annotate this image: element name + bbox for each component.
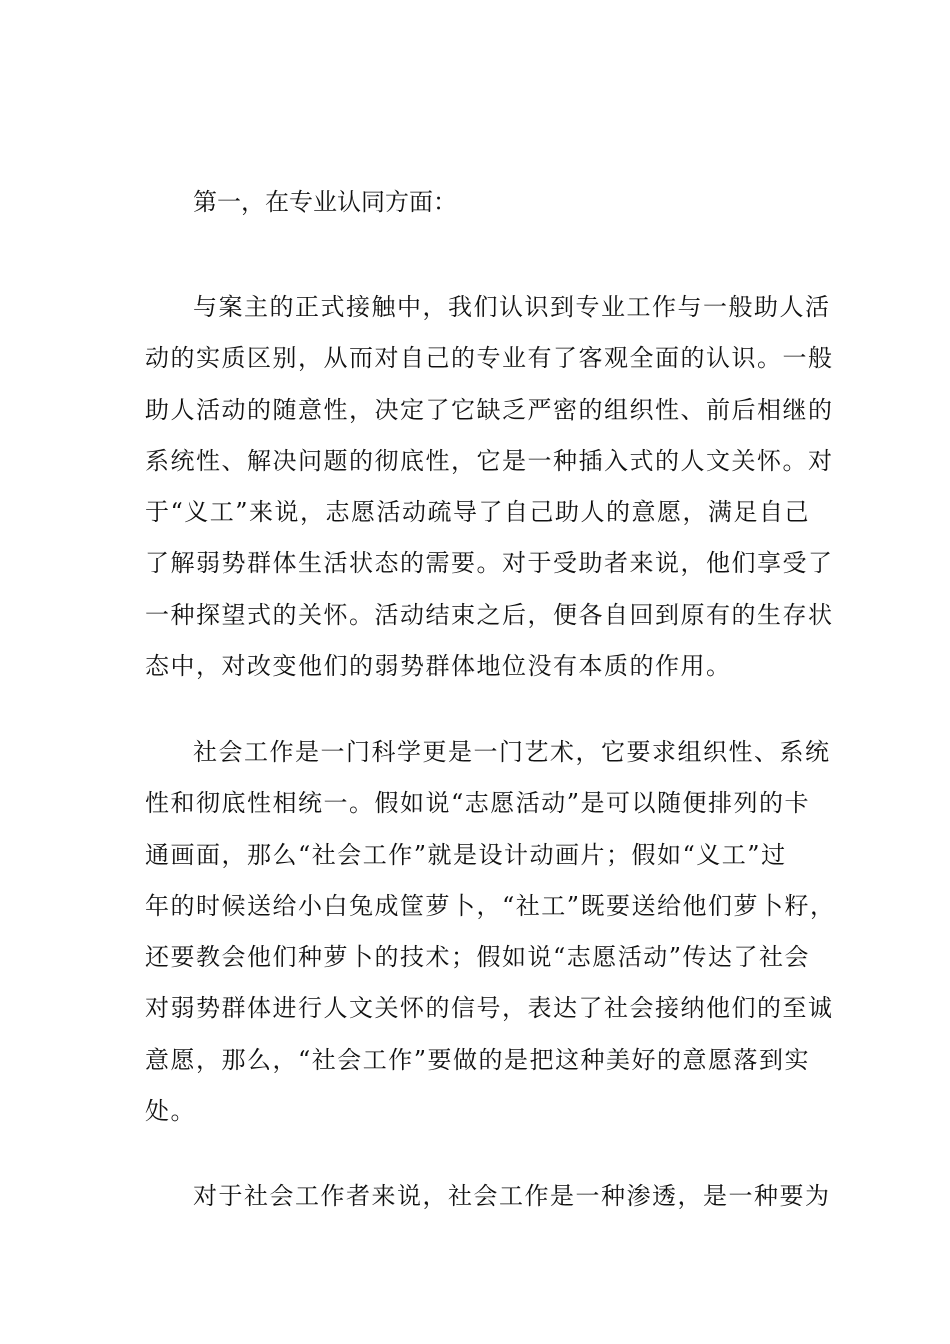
paragraph-line: 社会工作是一门科学更是一门艺术，它要求组织性、系统 bbox=[193, 738, 831, 766]
paragraph-line: 系统性、解决问题的彻底性，它是一种插入式的人文关怀。对 bbox=[145, 446, 834, 475]
paragraph-line: 意愿，那么，“社会工作”要做的是把这种美好的意愿落到实 bbox=[145, 1045, 811, 1074]
paragraph-line: 态中，对改变他们的弱势群体地位没有本质的作用。 bbox=[145, 652, 732, 681]
paragraph-professional-identity bbox=[145, 282, 834, 692]
paragraph-line: 处。 bbox=[145, 1097, 196, 1126]
paragraph-line: 年的时候送给小白兔成筐萝卜，“社工”既要送给他们萝卜籽， bbox=[145, 891, 836, 920]
paragraph-social-worker bbox=[145, 1171, 831, 1222]
paragraph-line: 与案主的正式接触中，我们认识到专业工作与一般助人活 bbox=[193, 293, 831, 321]
paragraph-line: 性和彻底性相统一。假如说“志愿活动”是可以随便排列的卡 bbox=[145, 789, 811, 818]
paragraph-line: 一种探望式的关怀。活动结束之后，便各自回到原有的生存状 bbox=[145, 600, 834, 629]
paragraph-line: 通画面，那么“社会工作”就是设计动画片；假如“义工”过 bbox=[145, 840, 787, 869]
section-heading: 第一，在专业认同方面： bbox=[193, 188, 457, 216]
paragraph-line: 还要教会他们种萝卜的技术；假如说“志愿活动”传达了社会 bbox=[145, 943, 811, 972]
paragraph-social-work-art bbox=[145, 727, 836, 1137]
paragraph-line: 助人活动的随意性，决定了它缺乏严密的组织性、前后相继的 bbox=[145, 395, 834, 424]
paragraph-line: 对弱势群体进行人文关怀的信号，表达了社会接纳他们的至诚 bbox=[145, 994, 834, 1023]
paragraph-line: 对于社会工作者来说，社会工作是一种渗透，是一种要为 bbox=[193, 1182, 831, 1210]
paragraph-line: 了解弱势群体生活状态的需要。对于受助者来说，他们享受了 bbox=[145, 549, 834, 578]
paragraph-line: 于“义工”来说，志愿活动疏导了自己助人的意愿，满足自己 bbox=[145, 498, 811, 527]
paragraph-line: 动的实质区别，从而对自己的专业有了客观全面的认识。一般 bbox=[145, 344, 834, 373]
